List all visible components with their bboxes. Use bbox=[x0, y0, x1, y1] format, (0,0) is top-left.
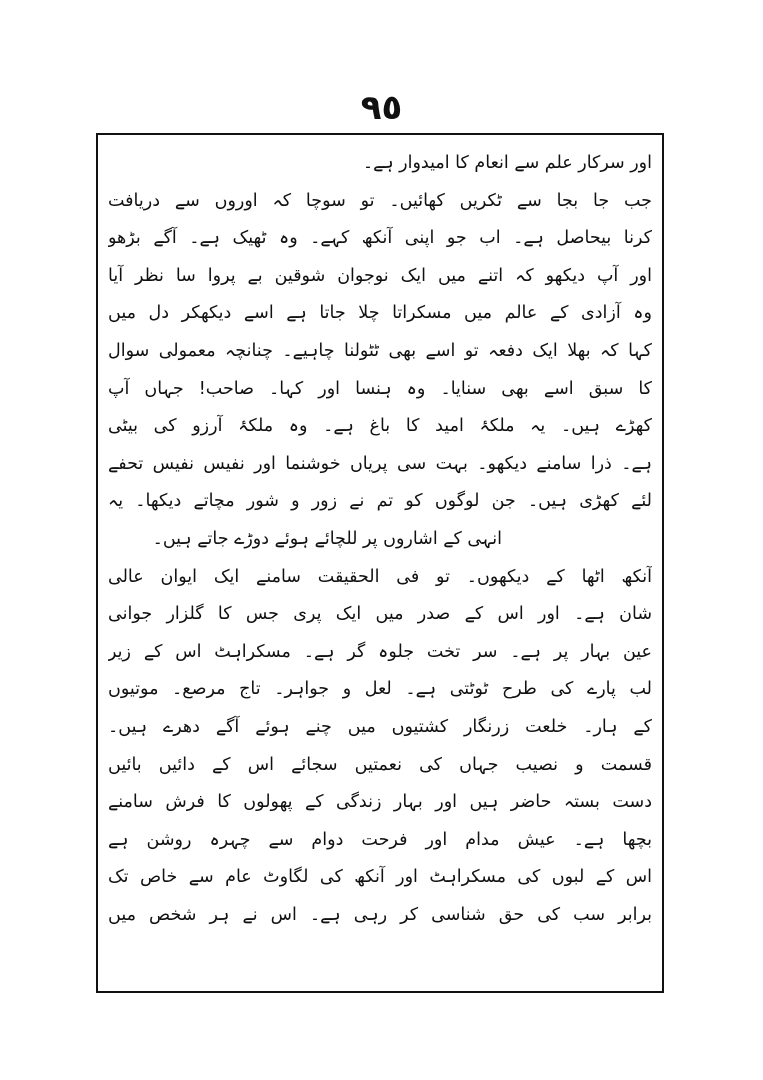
text-line: جب جا بجا سے ٹکریں کھائیں۔ تو سوچا کہ اوروں سے دریافت bbox=[108, 190, 652, 211]
text-line: لئے کھڑی ہیں۔ جن لوگوں کو تم نے زور و شور مچاتے دیکھا۔ یہ bbox=[108, 491, 652, 512]
text-line: کرنا بیحاصل ہے۔ اب جو اپنی آنکھ کہے۔ وہ ٹھیک ہے۔ آگے بڑھو bbox=[108, 228, 652, 249]
text-line: وہ آزادی کے عالم میں مسکراتا چلا جاتا ہے اسے دیکھکر دل میں bbox=[108, 303, 652, 324]
text-line: شان ہے۔ اور اس کے صدر میں ایک پری جس کا گلزار جوانی bbox=[108, 604, 652, 625]
text-line: بچھا ہے۔ عیش مدام اور فرحت دوام سے چہرہ روشن ہے bbox=[108, 829, 652, 850]
body-text bbox=[108, 145, 652, 934]
page-frame bbox=[96, 133, 664, 993]
text-line: آنکھ اٹھا کے دیکھوں۔ تو فی الحقیقت سامنے ایک ایوان عالی bbox=[108, 566, 652, 587]
text-line: عین بہار پر ہے۔ سر تخت جلوہ گر ہے۔ مسکراہٹ اس کے زیر bbox=[108, 641, 652, 662]
text-line: برابر سب کی حق شناسی کر رہی ہے۔ اس نے ہر شخص میں bbox=[108, 904, 652, 925]
text-line: دست بستہ حاضر ہیں اور بہار زندگی کے پھولوں کا فرش سامنے bbox=[108, 792, 652, 813]
text-line: لب پارے کی طرح ٹوٹتی ہے۔ لعل و جواہر۔ تاج مرصع۔ موتیوں bbox=[108, 679, 652, 700]
text-line: ہے۔ ذرا سامنے دیکھو۔ بہت سی پریاں خوشنما اور نفیس نفیس تحفے bbox=[108, 453, 652, 474]
text-line: کا سبق اسے بھی سنایا۔ وہ ہنسا اور کہا۔ صاحب! جہاں آپ bbox=[108, 378, 652, 399]
text-line: کہا کہ بھلا ایک دفعہ تو اسے بھی ٹٹولنا چاہیے۔ چنانچہ معمولی سوال bbox=[108, 340, 652, 361]
text-line: قسمت و نصیب جہاں کی نعمتیں سجائے اس کے دائیں بائیں bbox=[108, 754, 652, 775]
text-line: اس کے لبوں کی مسکراہٹ اور آنکھ کی لگاوٹ عام سے خاص تک bbox=[108, 867, 652, 888]
text-line: اور سرکار علم سے انعام کا امیدوار ہے۔ bbox=[362, 153, 652, 173]
text-line: کھڑے ہیں۔ یہ ملکۂ امید کا باغ ہے۔ وہ ملکۂ آرزو کی بیٹی bbox=[108, 416, 652, 437]
page-number: ٩٥ bbox=[360, 88, 403, 128]
text-line: اور آپ دیکھو کہ اتنے میں ایک نوجوان شوقین بے پروا سا نظر آیا bbox=[108, 265, 652, 286]
text-line: کے ہار۔ خلعت زرنگار کشتیوں میں چنے ہوئے آگے دھرے ہیں۔ bbox=[108, 716, 652, 737]
text-line: انہی کے اشاروں پر للچائے ہوئے دوڑے جاتے ہیں۔ bbox=[152, 528, 502, 549]
